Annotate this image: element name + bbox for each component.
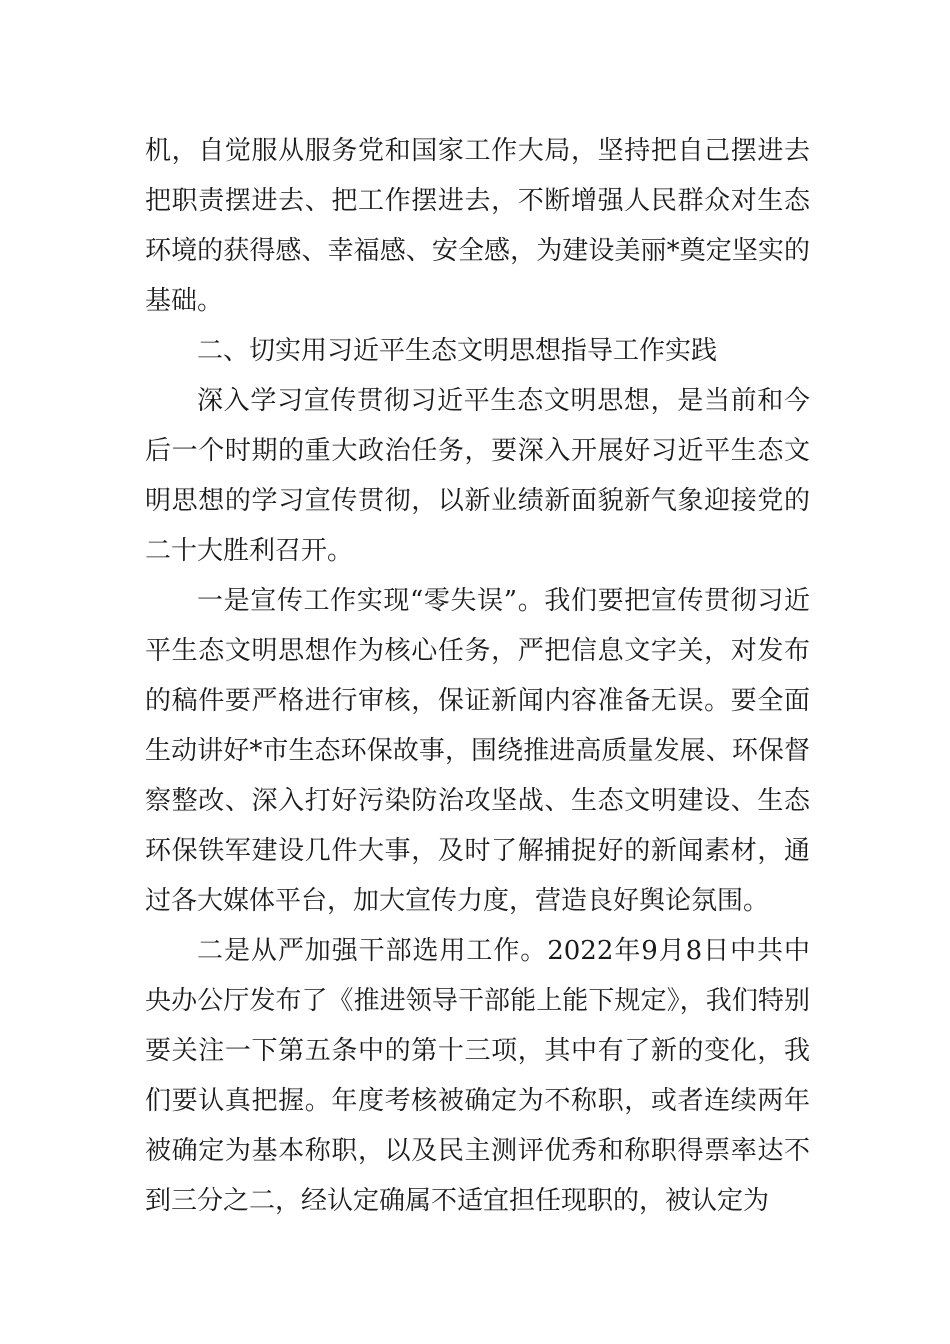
document-body bbox=[145, 126, 810, 1226]
paragraph-point-two: 二是从严加强干部选用工作。2022年9月8日中共中央办公厅发布了《推进领导干部能上能下规定》，我们特别要关注一下第五条中的第十三项，其中有了新的变化，我们要认真把握。年度考核被确定为不称职，或者连续两年被确定为基本称职，以及民主测评优秀和称职得票率达不到三分之二，经认定确属不适宜担任现职的，被认定为 bbox=[145, 936, 810, 1216]
paragraph-continuation: 机，自觉服从服务党和国家工作大局，坚持把自己摆进去把职责摆进去、把工作摆进去，不断增强人民群众对生态环境的获得感、幸福感、安全感，为建设美丽*奠定坚实的基础。 bbox=[145, 136, 810, 316]
paragraph-intro: 深入学习宣传贯彻习近平生态文明思想，是当前和今后一个时期的重大政治任务，要深入开展好习近平生态文明思想的学习宣传贯彻，以新业绩新面貌新气象迎接党的二十大胜利召开。 bbox=[145, 386, 810, 566]
section-heading: 二、切实用习近平生态文明思想指导工作实践 bbox=[197, 336, 718, 366]
paragraph-point-one: 一是宣传工作实现“零失误”。我们要把宣传贯彻习近平生态文明思想作为核心任务，严把信息文字关，对发布的稿件要严格进行审核，保证新闻内容准备无误。要全面生动讲好*市生态环保故事，围绕推进高质量发展、环保督察整改、深入打好污染防治攻坚战、生态文明建设、生态环保铁军建设几件大事，及时了解捕捉好的新闻素材，通过各大媒体平台，加大宣传力度，营造良好舆论氛围。 bbox=[145, 586, 810, 916]
